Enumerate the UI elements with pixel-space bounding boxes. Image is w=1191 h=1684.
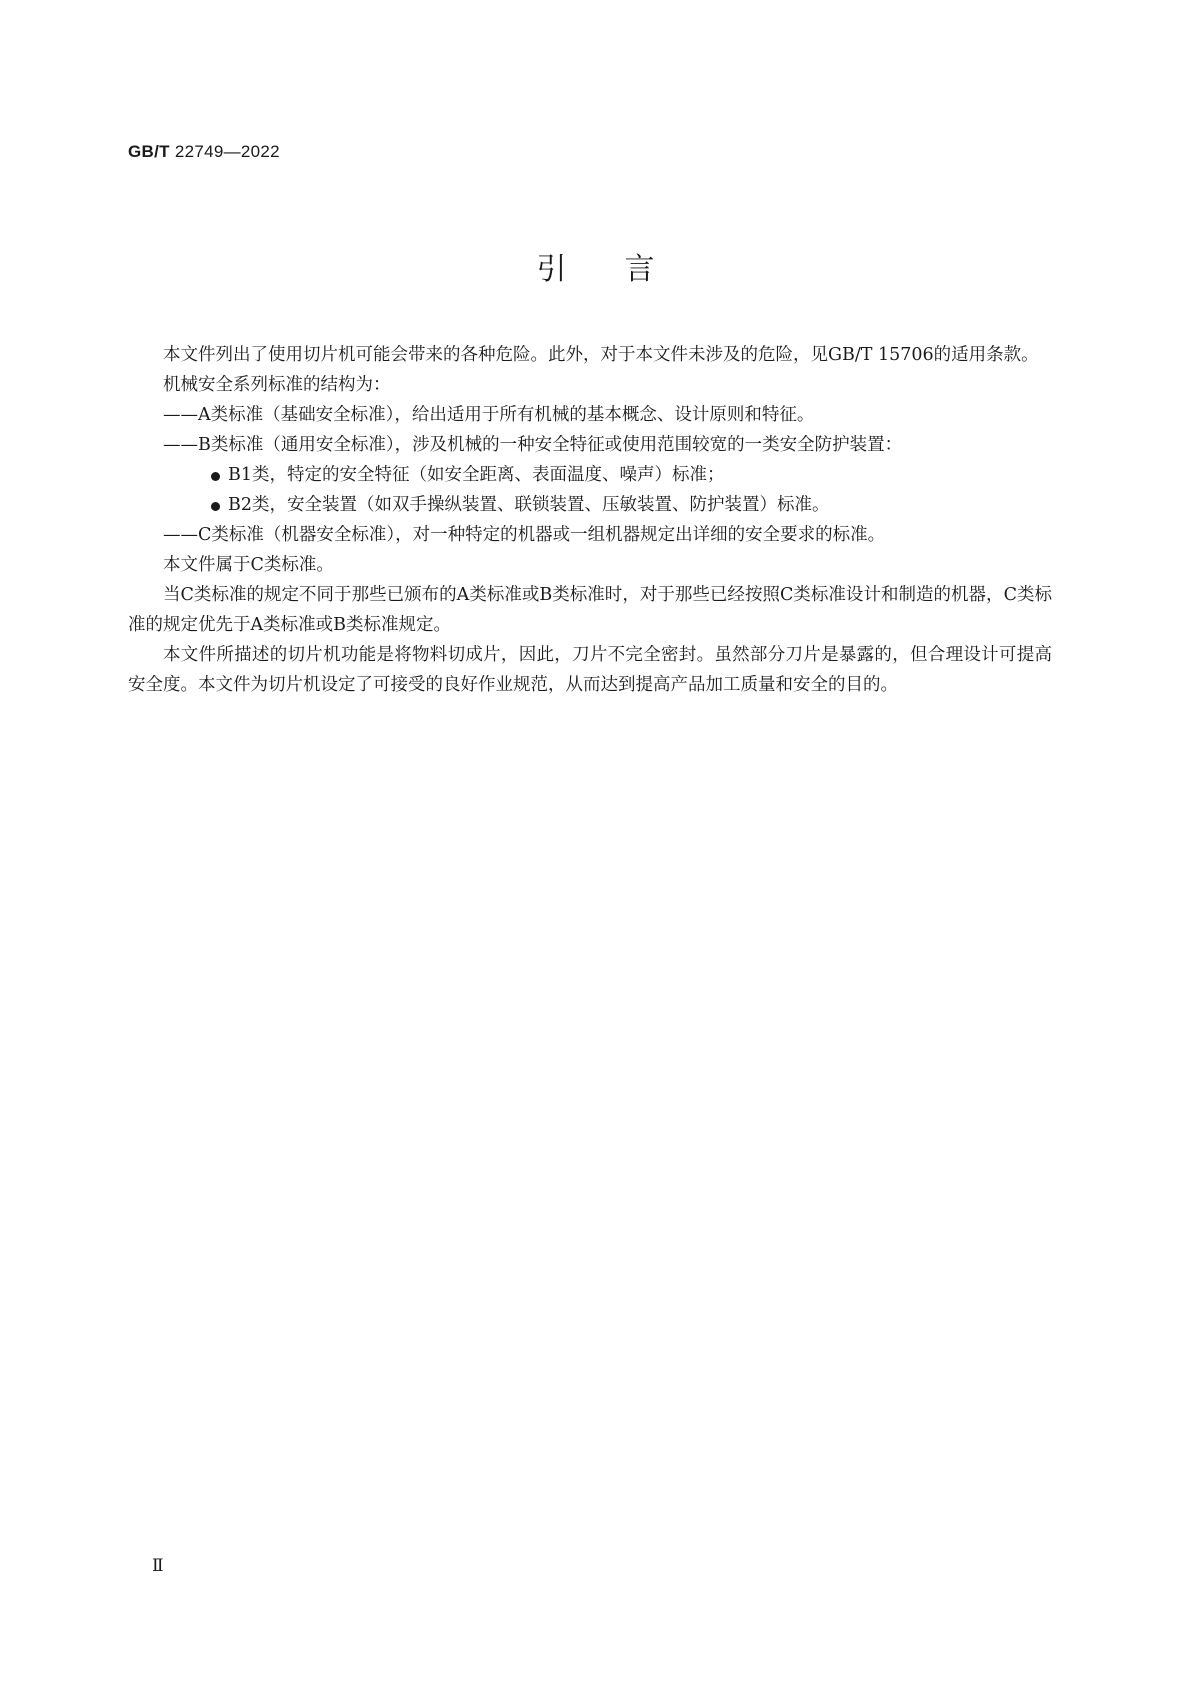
paragraph-1: 本文件列出了使用切片机可能会带来的各种危险。此外，对于本文件未涉及的危险，见GB/T 15706的适用条款。 (163, 345, 1039, 365)
bullet-item-b2 (128, 490, 1052, 520)
paragraph-4: 当C类标准的规定不同于那些已颁布的A类标准或B类标准时，对于那些已经按照C类标准设计和制造的机器，C类标准的规定优先于A类标准或B类标准规定。 (128, 585, 1052, 635)
list-item-class-c: ——C类标准（机器安全标准），对一种特定的机器或一组机器规定出详细的安全要求的标准。 (163, 525, 886, 545)
standard-code-number: 22749—2022 (174, 142, 280, 161)
bullet-item-b1 (128, 460, 1052, 490)
standard-code-prefix: GB/T (128, 142, 170, 161)
page-number: Ⅱ (152, 1556, 164, 1576)
bullet-item-b2-text: B2类，安全装置（如双手操纵装置、联锁装置、压敏装置、防护装置）标准。 (228, 495, 830, 515)
paragraph-5: 本文件所描述的切片机功能是将物料切成片，因此，刀片不完全密封。虽然部分刀片是暴露的，但合理设计可提高安全度。本文件为切片机设定了可接受的良好作业规范，从而达到提高产品加工质量和安全的目的。 (128, 645, 1052, 695)
bullet-dot-icon (211, 472, 220, 481)
list-item-class-b: ——B类标准（通用安全标准），涉及机械的一种安全特征或使用范围较宽的一类安全防护装置： (163, 435, 903, 455)
bullet-dot-icon (211, 502, 220, 511)
list-item-class-a: ——A类标准（基础安全标准），给出适用于所有机械的基本概念、设计原则和特征。 (163, 405, 815, 425)
standard-code (128, 142, 280, 162)
paragraph-3: 本文件属于C类标准。 (163, 555, 334, 575)
paragraph-2: 机械安全系列标准的结构为： (163, 375, 391, 395)
bullet-item-b1-text: B1类，特定的安全特征（如安全距离、表面温度、噪声）标准； (228, 465, 725, 485)
page-title: 引言 (536, 252, 713, 287)
introduction-body (128, 340, 1052, 700)
